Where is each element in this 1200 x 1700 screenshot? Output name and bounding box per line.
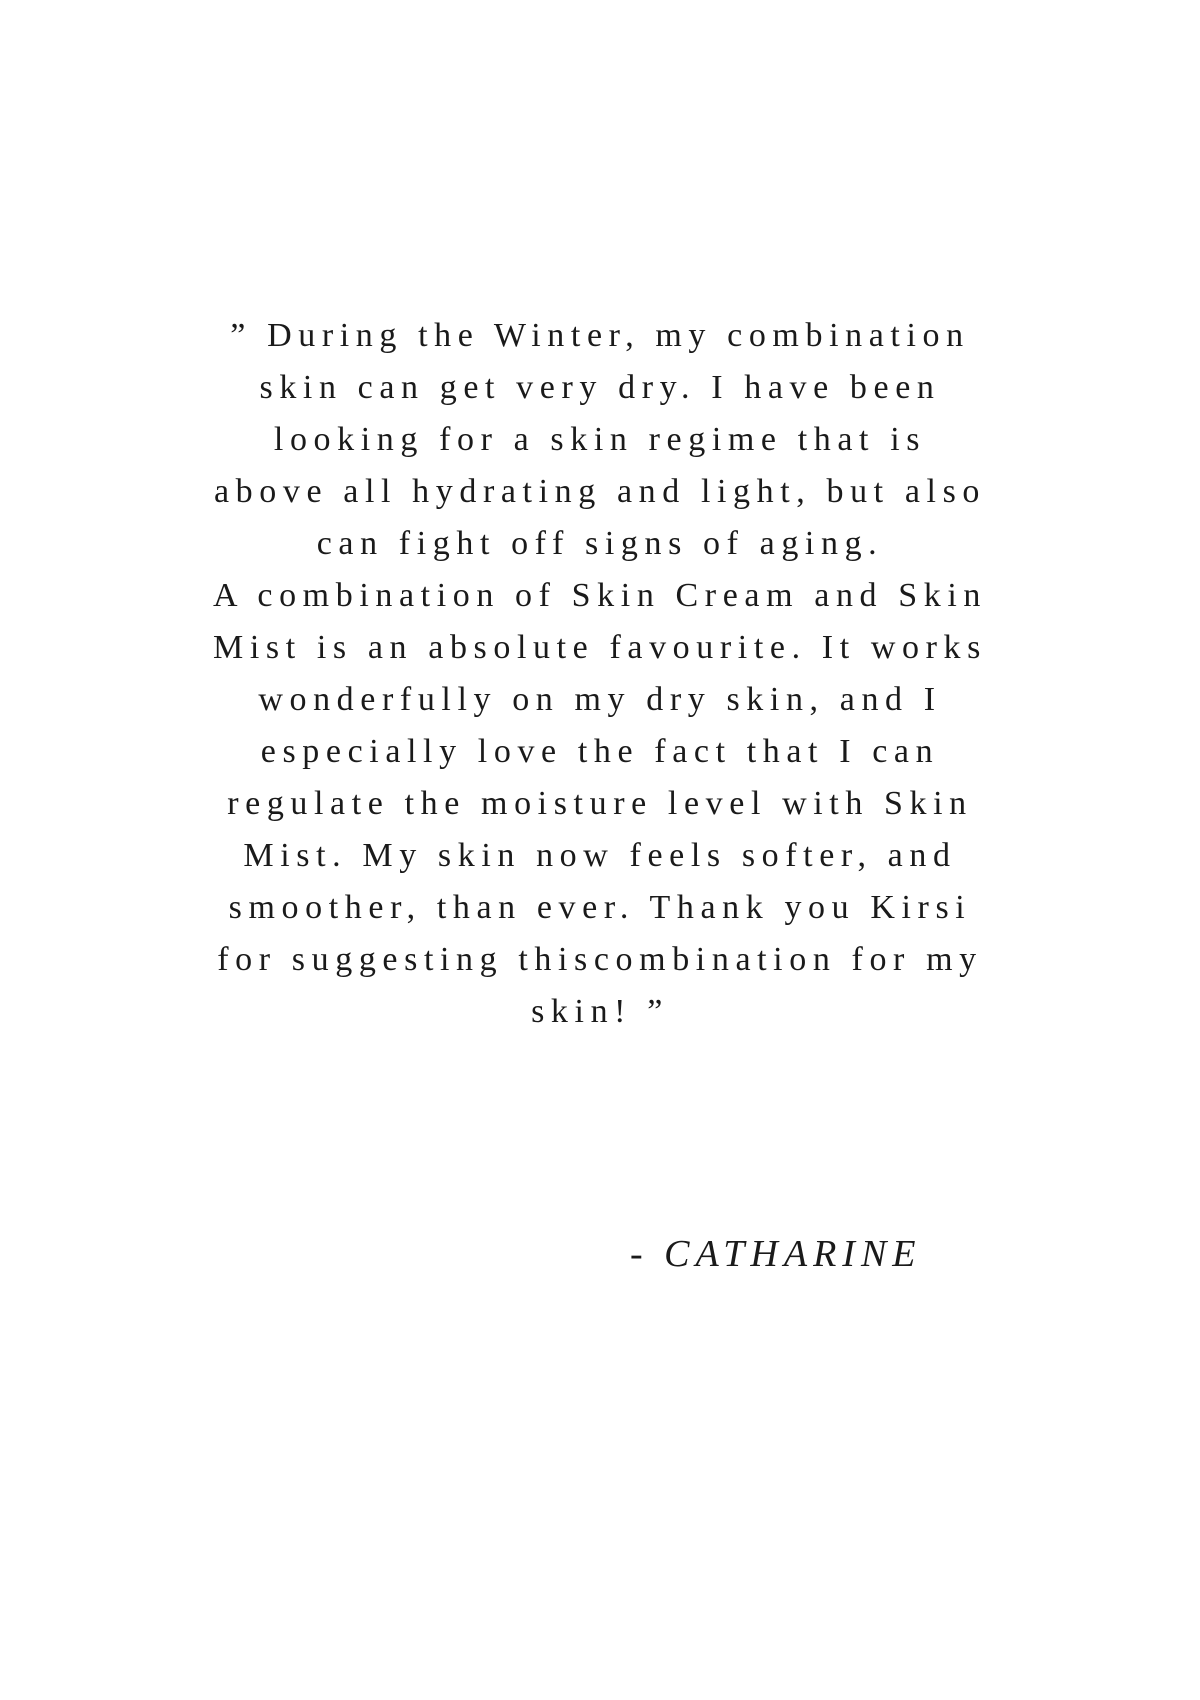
quote-line: smoother, than ever. Thank you Kirsi [228, 889, 972, 926]
quote-line: Mist is an absolute favourite. It works [213, 629, 987, 666]
quote-line: above all hydrating and light, but also [213, 473, 986, 510]
quote-line: wonderfully on my dry skin, and I [258, 681, 942, 718]
quote-line: for suggesting thiscombination for my [217, 941, 983, 978]
quote-line: regulate the moisture level with Skin [227, 785, 973, 822]
quote-line: can fight off signs of aging. [316, 525, 884, 562]
quote-line: especially love the fact that I can [260, 733, 940, 770]
testimonial-quote [160, 310, 1040, 1038]
quote-line: Mist. My skin now feels softer, and [243, 837, 957, 874]
quote-line: A combination of Skin Cream and Skin [213, 577, 987, 614]
quote-line: looking for a skin regime that is [273, 421, 927, 458]
quote-line: skin can get very dry. I have been [259, 369, 941, 406]
quote-line: ” During the Winter, my combination [230, 317, 970, 354]
testimonial-signature: - CATHARINE [630, 1233, 922, 1275]
quote-line: skin! ” [531, 993, 669, 1030]
